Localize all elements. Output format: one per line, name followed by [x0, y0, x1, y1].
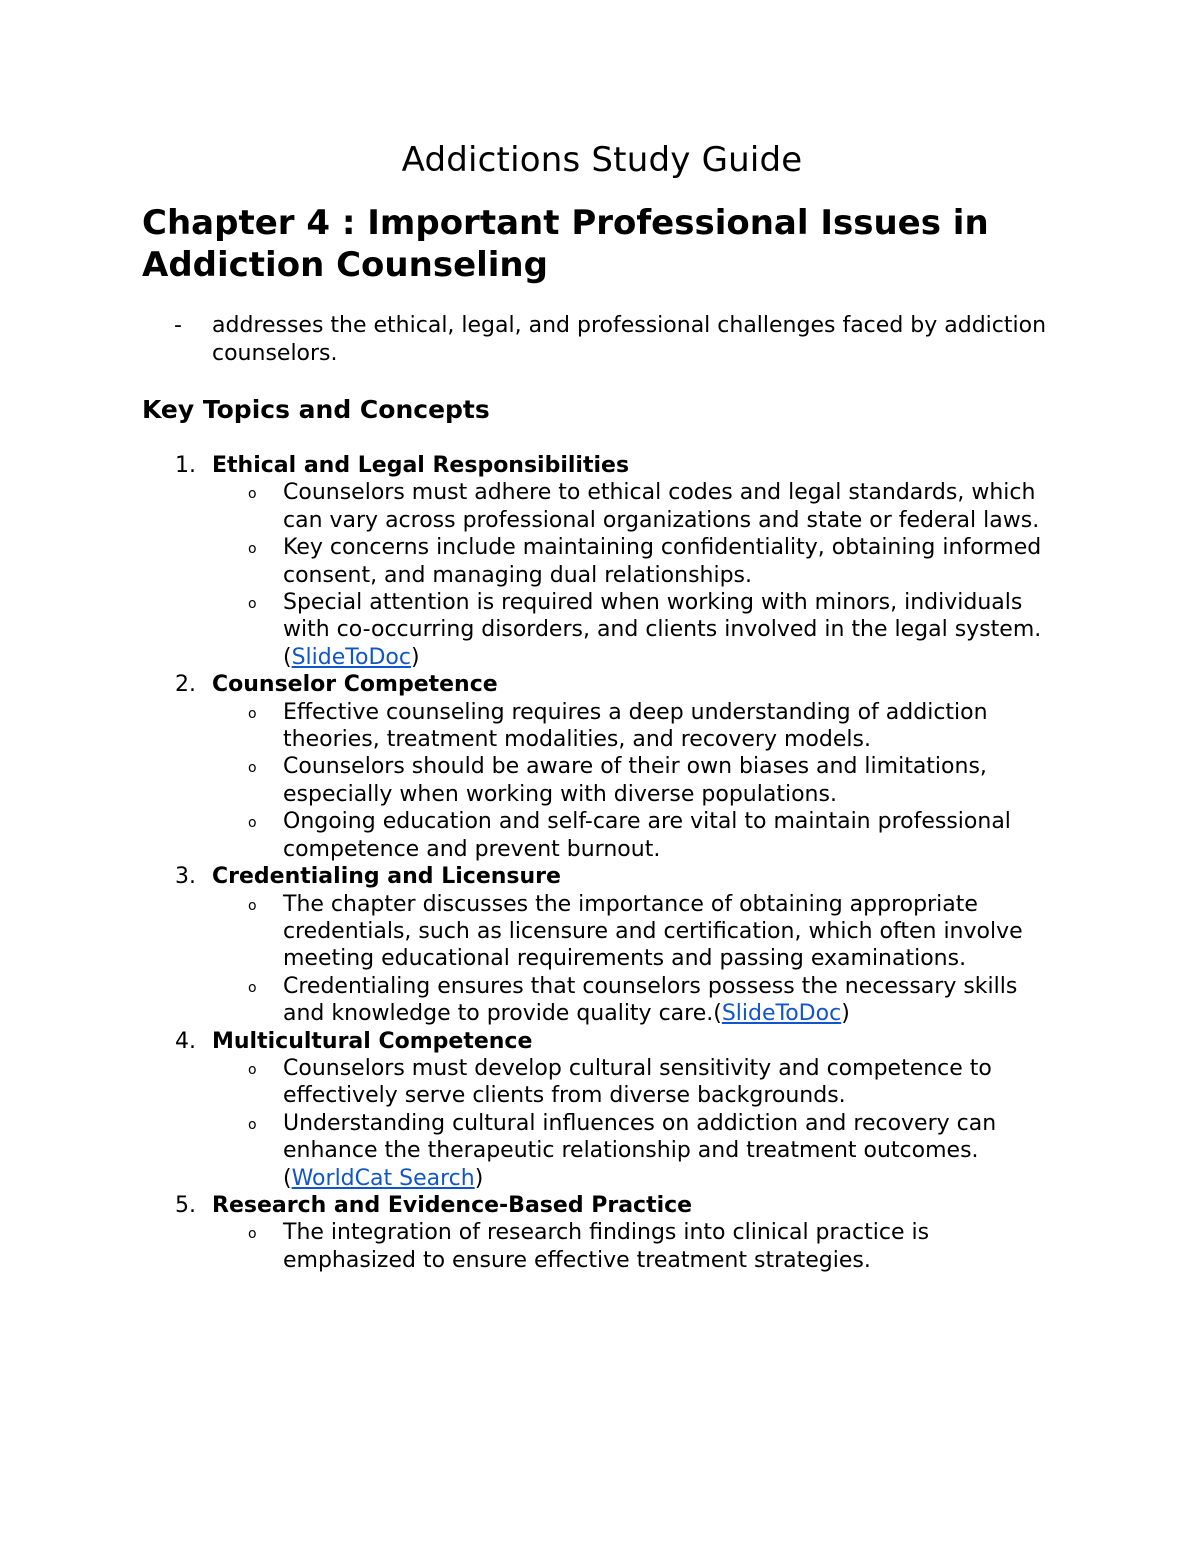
circle-bullet-icon: o — [248, 760, 257, 777]
source-link-slidetodoc[interactable]: SlideToDoc — [291, 644, 411, 670]
topic-title: Credentialing and Licensure — [212, 864, 561, 890]
circle-bullet-icon: o — [248, 815, 257, 832]
topic-item — [142, 863, 1062, 1027]
point-text: The integration of research findings into clinical practice is emphasized to ensure effective treatment strategies. — [283, 1220, 930, 1273]
topic-points — [212, 479, 1062, 671]
list-item — [212, 1219, 1062, 1274]
document-page — [142, 130, 1062, 1274]
topic-item — [142, 671, 1062, 863]
topic-item — [142, 452, 1062, 671]
circle-bullet-icon: o — [248, 897, 257, 914]
document-title: Addictions Study Guide — [401, 140, 803, 180]
topic-title: Ethical and Legal Responsibilities — [212, 453, 630, 478]
point-text: Key concerns include maintaining confidentiality, obtaining informed consent, and managing dual relationships. — [283, 535, 1042, 588]
point-text: Ongoing education and self-care are vital to maintain professional competence and prevent burnout. — [283, 809, 1011, 862]
topic-points — [212, 1055, 1062, 1192]
list-item — [212, 699, 1062, 754]
topic-number: 3. — [175, 864, 196, 890]
circle-bullet-icon: o — [248, 1226, 257, 1243]
circle-bullet-icon: o — [248, 1116, 257, 1133]
summary-item — [174, 312, 1062, 368]
list-item — [212, 753, 1062, 808]
circle-bullet-icon: o — [248, 1061, 257, 1078]
topic-number: 1. — [175, 453, 196, 478]
list-item — [212, 589, 1062, 671]
list-item — [212, 891, 1062, 973]
point-suffix: ) — [841, 1001, 850, 1027]
point-text: The chapter discusses the importance of obtaining appropriate credentials, such as licensure and certification, which often involve meeting educational requirements and passing examinations. — [283, 891, 1023, 972]
circle-bullet-icon: o — [248, 596, 257, 613]
topic-title: Multicultural Competence — [212, 1028, 533, 1054]
list-item — [212, 479, 1062, 534]
section-heading: Key Topics and Concepts — [142, 395, 490, 424]
topic-number: 2. — [175, 672, 196, 698]
point-suffix: ) — [410, 644, 420, 670]
list-item — [212, 1055, 1062, 1110]
topic-number: 4. — [175, 1028, 196, 1054]
point-suffix: ) — [474, 1165, 484, 1191]
topic-points — [212, 699, 1062, 863]
source-link-worldcat[interactable]: WorldCat Search — [291, 1165, 475, 1191]
point-text: Counselors must adhere to ethical codes and legal standards, which can vary across professional organizations and state or federal laws. — [283, 480, 1040, 533]
topic-points — [212, 891, 1062, 1028]
circle-bullet-icon: o — [248, 705, 257, 722]
summary-list — [142, 312, 1062, 368]
point-text: Counselors must develop cultural sensitivity and competence to effectively serve clients from diverse backgrounds. — [283, 1055, 992, 1109]
summary-text: addresses the ethical, legal, and professional challenges faced by addiction counselors. — [212, 313, 1047, 366]
circle-bullet-icon: o — [248, 979, 257, 996]
point-text: Credentialing ensures that counselors possess the necessary skills and knowledge to provide quality care.( — [283, 973, 1018, 1027]
chapter-heading: Chapter 4 : Important Professional Issues in Addiction Counseling — [142, 203, 989, 285]
point-text: Counselors should be aware of their own biases and limitations, especially when working with diverse populations. — [283, 754, 987, 807]
circle-bullet-icon: o — [248, 486, 257, 503]
list-item — [212, 973, 1062, 1028]
topic-item — [142, 1028, 1062, 1192]
dash-bullet-icon: - — [174, 313, 182, 338]
topics-list — [142, 452, 1062, 1274]
circle-bullet-icon: o — [248, 541, 257, 558]
list-item — [212, 534, 1062, 589]
topic-item — [142, 1192, 1062, 1274]
topic-title: Research and Evidence-Based Practice — [212, 1192, 693, 1218]
source-link-slidetodoc[interactable]: SlideToDoc — [721, 1001, 842, 1027]
point-text: Effective counseling requires a deep understanding of addiction theories, treatment modalities, and recovery models. — [283, 699, 988, 753]
point-text: Special attention is required when working with minors, individuals with co-occurring disorders, and clients involved in the legal system.( — [283, 590, 1042, 670]
topic-points — [212, 1219, 1062, 1274]
point-text: Understanding cultural influences on addiction and recovery can enhance the therapeutic relationship and treatment outcomes. ( — [283, 1110, 997, 1191]
topic-title: Counselor Competence — [212, 672, 498, 698]
list-item — [212, 1110, 1062, 1192]
topic-number: 5. — [175, 1192, 196, 1218]
list-item — [212, 808, 1062, 863]
